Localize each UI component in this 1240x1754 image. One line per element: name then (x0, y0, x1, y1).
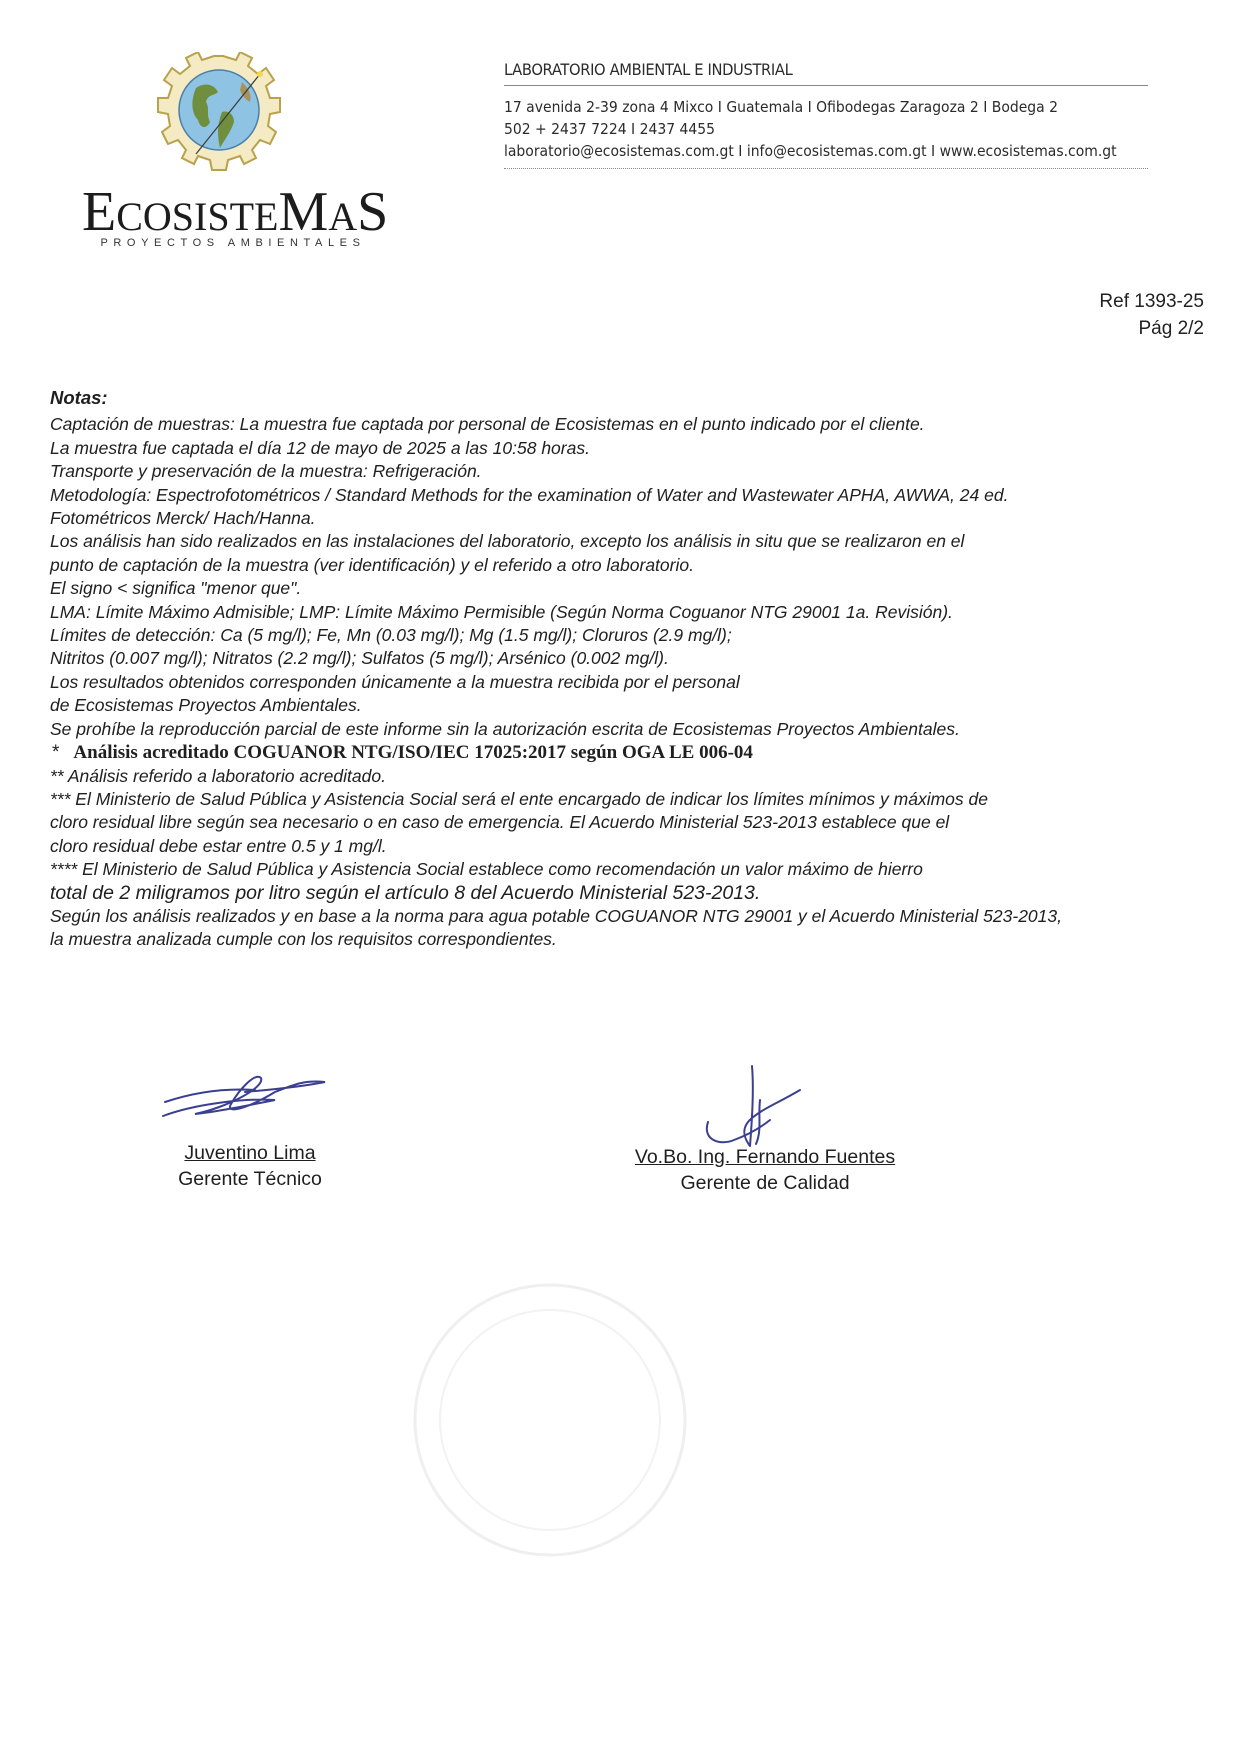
globe-gear-icon (148, 52, 298, 187)
note-line: **** El Ministerio de Salud Pública y Asistencia Social establece como recomendación un valor máximo de hierro (50, 859, 923, 880)
signer-role-right: Gerente de Calidad (680, 1172, 850, 1194)
note-line: cloro residual libre según sea necesario o en caso de emergencia. El Acuerdo Ministerial 523-2013 establece que el (50, 812, 950, 833)
company-logo (82, 52, 389, 252)
note-line: ** Análisis referido a laboratorio acreditado. (50, 765, 386, 786)
signer-name-right: Vo.Bo. Ing. Fernando Fuentes (634, 1146, 896, 1168)
note-line: Captación de muestras: La muestra fue captada por personal de Ecosistemas en el punto indicado por el cliente. (50, 414, 925, 435)
note-line: El signo < significa "menor que". (50, 578, 302, 599)
reference-number: Ref 1393-25 (1099, 291, 1204, 312)
lab-phone: 502 + 2437 7224 I 2437 4455 (504, 120, 716, 138)
signature-block-left (150, 1140, 350, 1192)
note-line: Los análisis han sido realizados en las instalaciones del laboratorio, excepto los análisis in situ que se realizaron en el (50, 531, 965, 552)
note-line: total de 2 miligramos por litro según el artículo 8 del Acuerdo Ministerial 523-2013. (50, 881, 761, 904)
brand-wordmark: ECOSISTEMAS (82, 181, 389, 243)
lab-contact: laboratorio@ecosistemas.com.gt I info@ecosistemas.com.gt I www.ecosistemas.com.gt (504, 142, 1117, 160)
signer-name-left: Juventino Lima (184, 1142, 316, 1164)
embossed-seal (400, 1270, 700, 1570)
note-line: cloro residual debe estar entre 0.5 y 1 mg/l. (50, 835, 387, 856)
note-line: Nitritos (0.007 mg/l); Nitratos (2.2 mg/l); Sulfatos (5 mg/l); Arsénico (0.002 mg/l). (50, 648, 669, 669)
note-line: Límites de detección: Ca (5 mg/l); Fe, Mn (0.03 mg/l); Mg (1.5 mg/l); Cloruros (2.9 mg/l); (50, 625, 732, 646)
brand-subtitle: PROYECTOS AMBIENTALES (100, 237, 366, 249)
note-line: Metodología: Espectrofotométricos / Standard Methods for the examination of Water and Wastewater APHA, AWWA, 24 ed. (50, 484, 1009, 505)
lab-header (504, 60, 1152, 179)
conclusion-line: la muestra analizada cumple con los requisitos correspondientes. (50, 929, 557, 950)
signature-left (155, 1070, 335, 1130)
conclusion-line: Según los análisis realizados y en base a la norma para agua potable COGUANOR NTG 29001 y el Acuerdo Ministerial 523-2013, (50, 905, 1062, 926)
note-line: LMA: Límite Máximo Admisible; LMP: Límite Máximo Permisible (Según Norma Coguanor NTG 29001 1a. Revisión). (50, 601, 953, 622)
note-line: punto de captación de la muestra (ver identificación) y el referido a otro laboratorio. (50, 554, 694, 575)
header-divider (504, 85, 1148, 86)
note-line: Los resultados obtenidos corresponden únicamente a la muestra recibida por el personal (50, 671, 740, 692)
note-line: La muestra fue captada el día 12 de mayo de 2025 a las 10:58 horas. (50, 437, 590, 458)
reference-block (1099, 288, 1204, 342)
accreditation-marker: * (52, 742, 60, 764)
notes-section (50, 386, 1200, 952)
lab-address: 17 avenida 2-39 zona 4 Mixco I Guatemala I Ofibodegas Zaragoza 2 I Bodega 2 (504, 98, 1059, 116)
accreditation-line (50, 741, 1200, 764)
note-line: Transporte y preservación de la muestra: Refrigeración. (50, 461, 482, 482)
note-line: Se prohíbe la reproducción parcial de este informe sin la autorización escrita de Ecosistemas Proyectos Ambientales. (50, 718, 960, 739)
page-number: Pág 2/2 (1138, 318, 1204, 339)
signature-block-right (600, 1144, 930, 1196)
note-line: Fotométricos Merck/ Hach/Hanna. (50, 508, 316, 529)
notes-title: Notas: (50, 387, 108, 408)
accreditation-text: Análisis acreditado COGUANOR NTG/ISO/IEC 17025:2017 según OGA LE 006-04 (73, 742, 753, 764)
note-line: *** El Ministerio de Salud Pública y Asistencia Social será el ente encargado de indicar los límites mínimos y máximos de (50, 788, 988, 809)
signer-role-left: Gerente Técnico (178, 1168, 322, 1190)
header-divider-bottom (504, 168, 1148, 169)
lab-title: LABORATORIO AMBIENTAL E INDUSTRIAL (504, 60, 793, 79)
note-line: de Ecosistemas Proyectos Ambientales. (50, 695, 362, 716)
